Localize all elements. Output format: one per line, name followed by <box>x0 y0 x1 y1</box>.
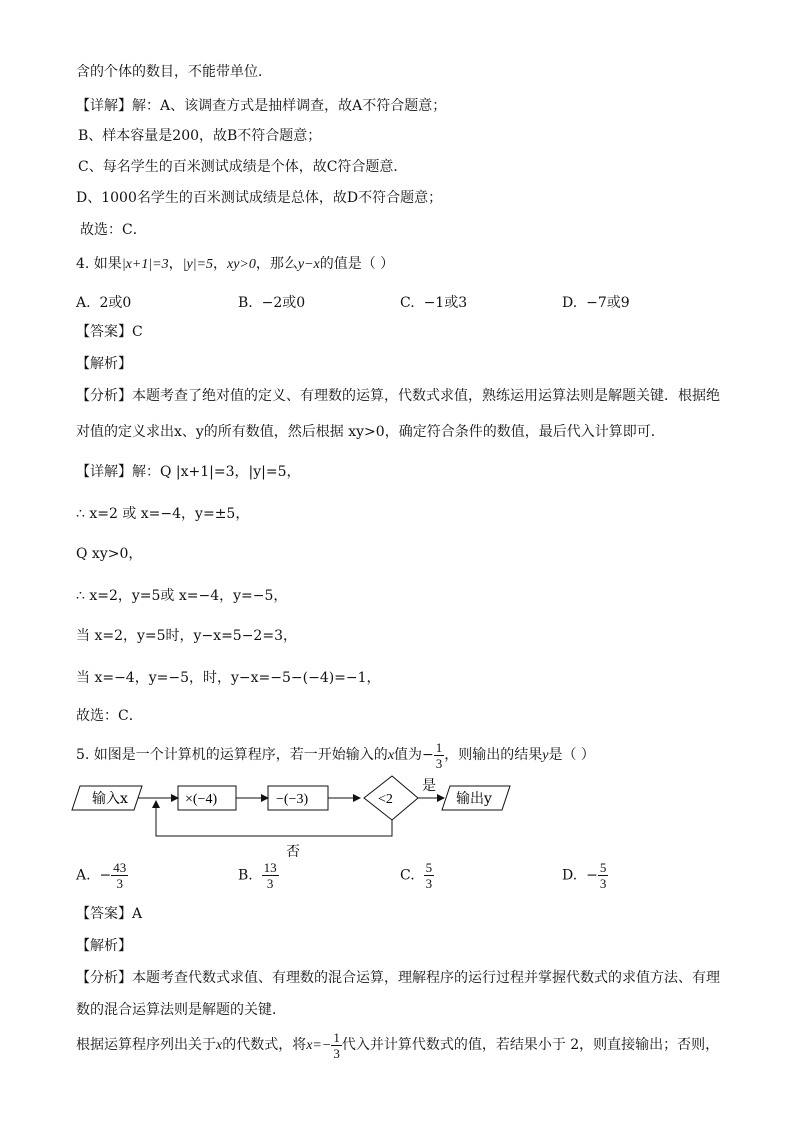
q5-answer: 【答案】A <box>76 906 143 922</box>
q5-stem-fraction: $\frac{1}{3}$ <box>435 739 443 771</box>
q5-stem-a: 5. 如图是一个计算机的运算程序，若一开始输入的 <box>76 747 388 763</box>
q4-solution-3: Q xy>0， <box>76 546 143 562</box>
q5-stem-sign: − <box>422 747 434 763</box>
detail-c: C、每名学生的百米测试成绩是个体，故C符合题意． <box>78 159 408 175</box>
q4-abs2: |y|=5 <box>182 257 213 272</box>
q5-analysis-title: 【解析】 <box>76 938 132 954</box>
q4-abs1: |x+1|=3 <box>121 257 169 272</box>
q4-prefix: 4. 如果 <box>76 256 122 272</box>
flow-input-label: 输入x <box>92 791 128 807</box>
q4-analysis-title: 【解析】 <box>76 356 132 372</box>
q5-analysis-2: 数的混合运算法则是解题的关键． <box>76 1002 286 1018</box>
flow-no-label: 否 <box>286 844 300 860</box>
q5-option-a: A. − $\frac{43}{3}$ <box>76 860 127 891</box>
q4-option-a: A. 2或0 <box>76 295 132 311</box>
flow-multiply-label: ×(−4) <box>185 792 218 807</box>
detail-choose: 故选：C． <box>80 222 147 238</box>
q4-solution-2: ∴ x=2 或 x=−4，y=±5， <box>76 506 250 522</box>
q4-solution-4: ∴ x=2，y=5或 x=−4，y=−5， <box>76 588 288 604</box>
flow-yes-label: 是 <box>422 778 436 794</box>
intro-line: 含的个体的数目，不能带单位． <box>76 64 272 80</box>
detail-b: B、样本容量是200，故B不符合题意； <box>78 128 322 144</box>
q4-option-b: B. −2或0 <box>238 295 306 311</box>
q5-stem-d: 是（ ） <box>548 747 595 763</box>
flow-subtract-label: −(−3) <box>276 792 309 807</box>
q4-analysis-2: 对值的定义求出x、y的所有数值，然后根据 xy>0，确定符合条件的数值，最后代入计算即可． <box>76 424 665 440</box>
q5-last-line: 根据运算程序列出关于x的代数式，将x=− $\frac{1}{3}$ 代入并计算代数式的值，若结果小于 2，则直接输出；否则， <box>76 1029 720 1061</box>
q4-choose: 故选：C． <box>76 708 143 724</box>
detail-lead: 【详解】解：A、该调查方式是抽样调查，故A不符合题意； <box>76 98 447 114</box>
q4-option-d: D. −7或9 <box>562 295 630 311</box>
detail-d: D、1000名学生的百米测试成绩是总体，故D不符合题意； <box>76 190 443 206</box>
q4-stem: 4. 如果|x+1|=3，|y|=5，xy>0，那么y−x的值是（ ） <box>76 256 395 272</box>
q5-analysis-1: 【分析】本题考查代数式求值、有理数的混合运算，理解程序的运行过程并掌握代数式的求值方法、有理 <box>76 970 720 986</box>
q5-option-c: C. $\frac{5}{3}$ <box>400 860 433 891</box>
q4-analysis-1: 【分析】本题考查了绝对值的定义、有理数的运算，代数式求值，熟练运用运算法则是解题关键．根据绝 <box>76 388 720 404</box>
q4-solution-6: 当 x=−4，y=−5，时，y−x=−5−(−4)=−1， <box>76 670 381 686</box>
flow-output-label: 输出y <box>456 791 492 807</box>
q4-answer: 【答案】C <box>76 324 143 340</box>
q5-stem-c: ，则输出的结果 <box>444 747 543 763</box>
q5-stem-b: 值为 <box>394 747 423 763</box>
q5-flowchart <box>70 770 520 860</box>
flow-compare-label: <2 <box>378 792 393 807</box>
q5-option-b: B. $\frac{13}{3}$ <box>238 860 277 891</box>
q4-option-c: C. −1或3 <box>400 295 468 311</box>
q4-then: ，那么 <box>255 256 298 272</box>
q4-expr: y−x <box>297 257 320 272</box>
q5-stem-out: y <box>542 748 549 763</box>
q4-cond: xy>0 <box>226 257 256 272</box>
q5-stem-var: x <box>387 748 395 763</box>
q5-option-d: D. − $\frac{5}{3}$ <box>562 860 607 891</box>
q5-stem <box>76 738 595 773</box>
q4-suffix: 的值是（ ） <box>319 256 395 272</box>
q4-solution-5: 当 x=2，y=5时，y−x=5−2=3， <box>76 628 297 644</box>
q4-solution-1: 【详解】解：Q |x+1|=3，|y|=5， <box>76 464 301 480</box>
